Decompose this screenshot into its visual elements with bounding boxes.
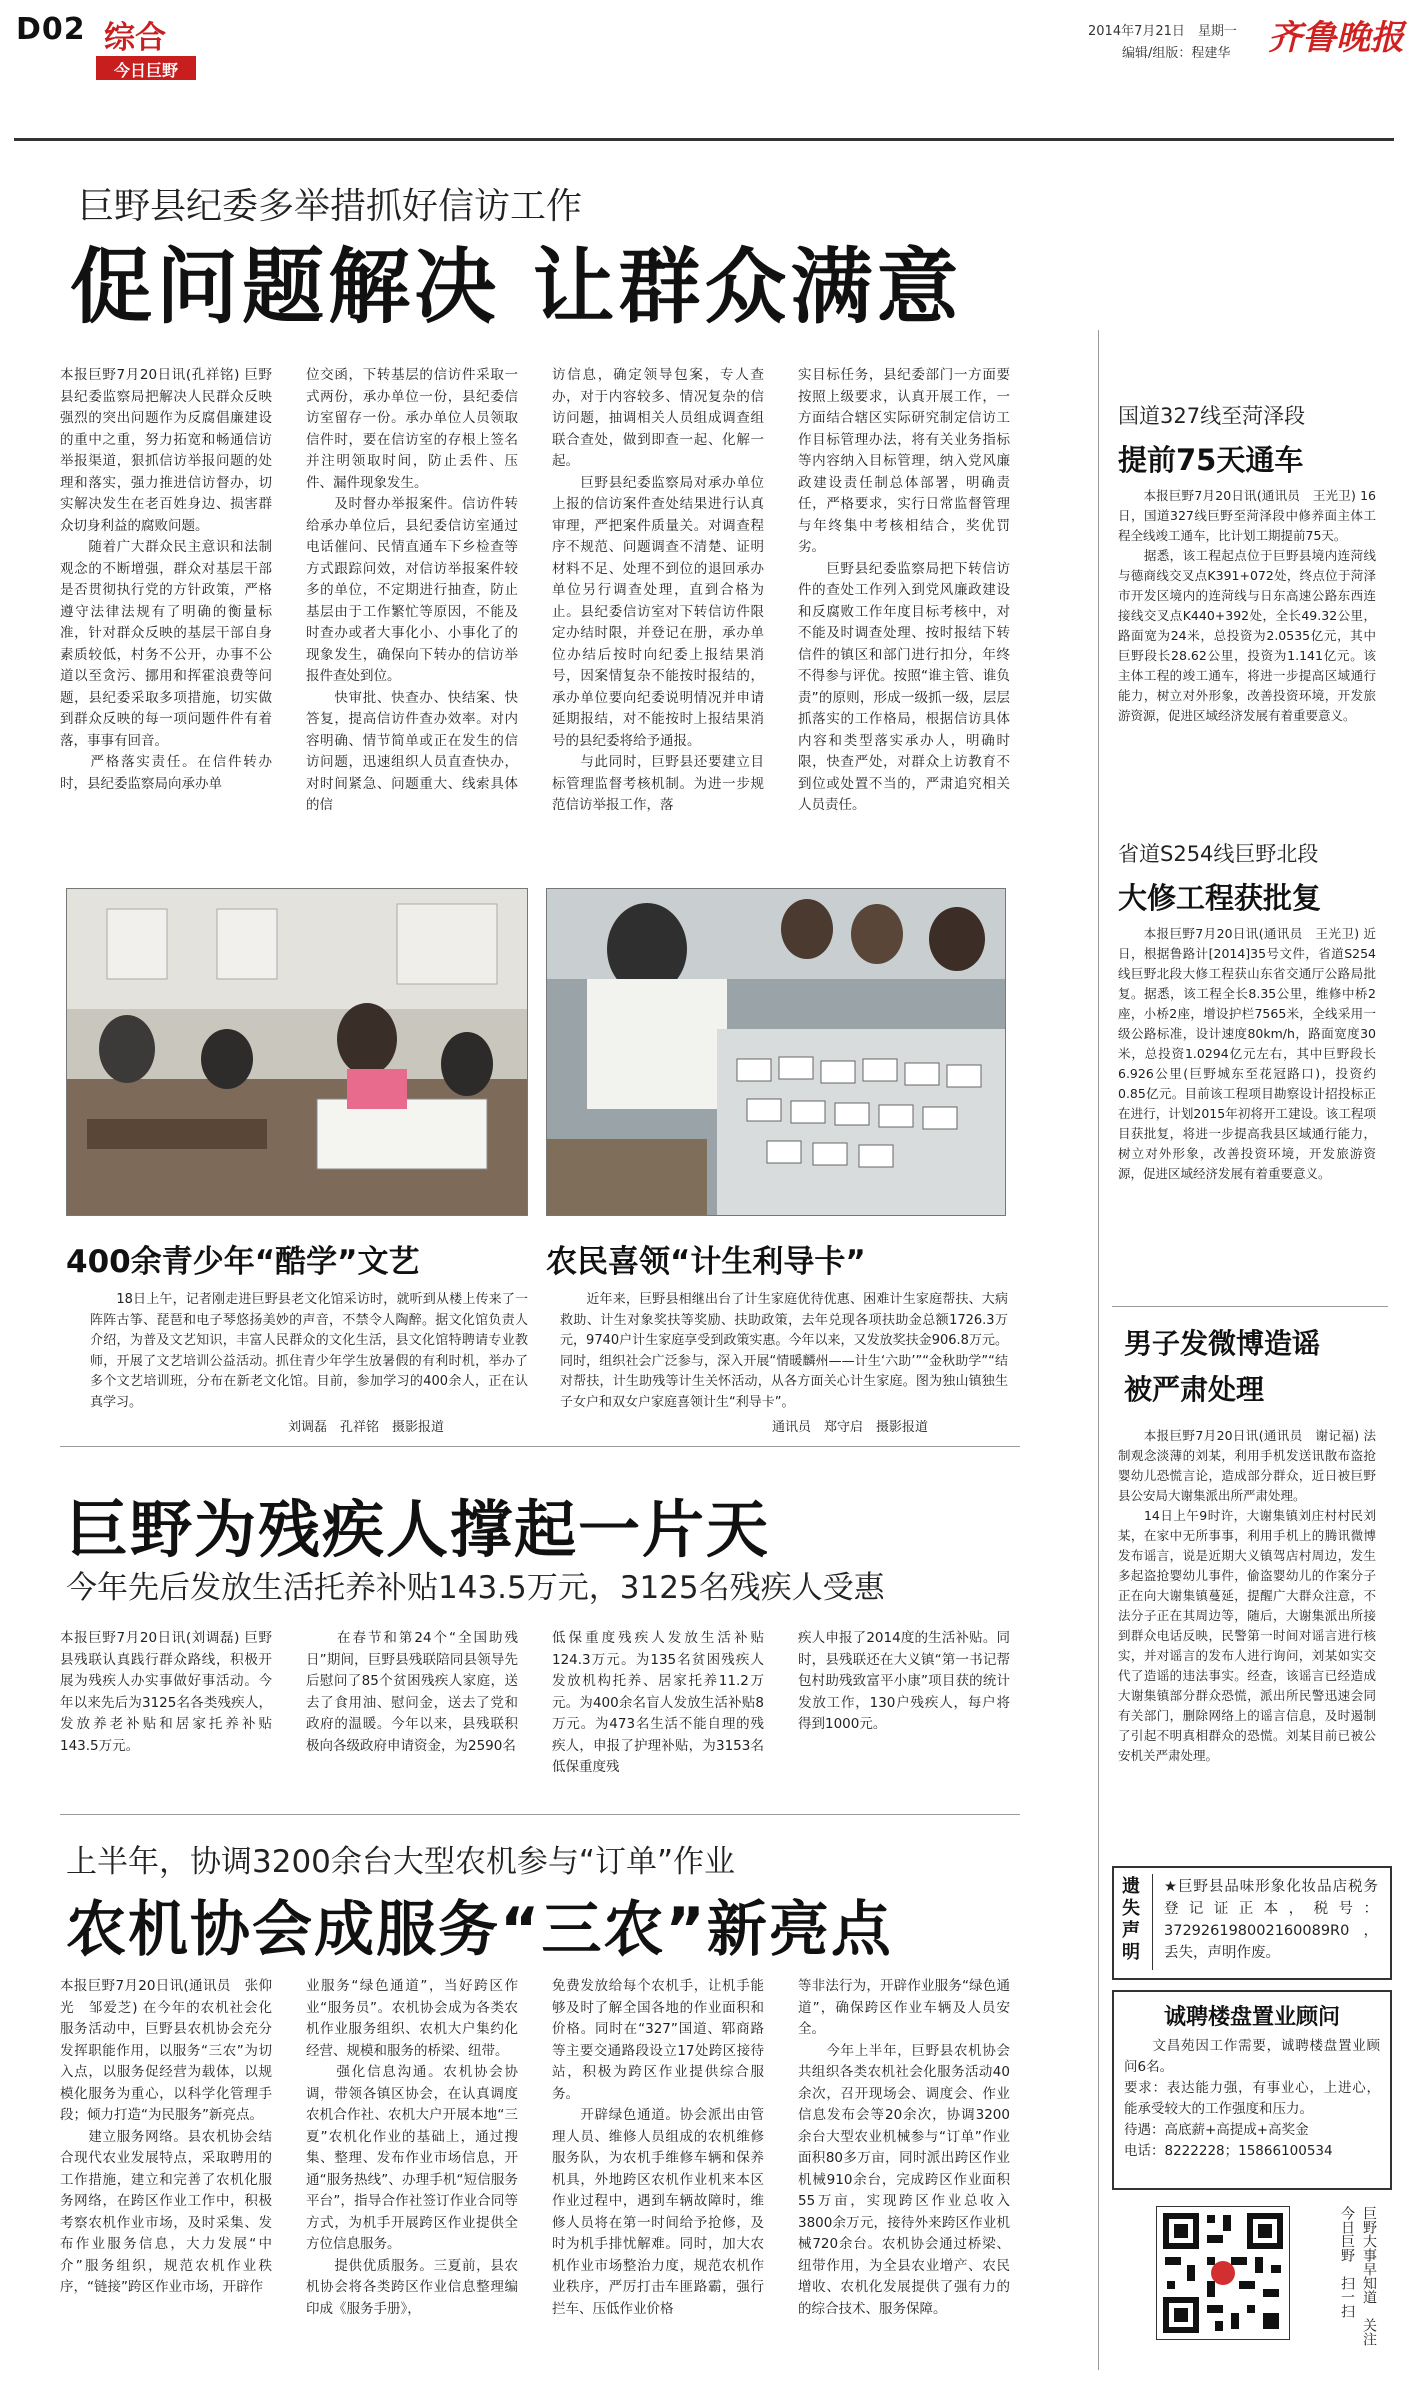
photo-card-distribution-image <box>547 889 1005 1215</box>
photo2-credit: 通讯员 郑守启 摄影报道 <box>772 1420 929 1435</box>
story1-kicker: 巨野县纪委多举措抓好信访工作 <box>78 186 583 227</box>
photo-music-class-image <box>67 889 527 1215</box>
story1-column-1: 本报巨野7月20日讯(孔祥铭) 巨野县纪委监察局把解决人民群众反映强烈的突出问题作为反腐倡廉建设的重中之重，努力拓宽和畅通信访举报渠道，狠抓信访举报问题的处理和落实，强力推进信访督办，切实解决发生在老百姓身边、损害群众切身利益的腐败问题。 随着广大群众民主意识和法制观念的不断增强，群众对基层干部是否贯彻执行党的方针政策，严格遵守法律法规有了明确的衡量标准，针对群众反映的基层干部自身素质较低，村务不公开，办事不公道以至贪污、挪用和挥霍浪费等问题，县纪委采取多项措施，切实做到群众反映的每一项问题件件有着落，事事有回音。 严格落实责任。在信件转办时，县纪委监察局向承办单 <box>60 367 272 792</box>
sidebar-brief2-headline: 大修工程获批复 <box>1118 881 1322 915</box>
masthead-logo: 齐鲁晚报 <box>1268 18 1404 58</box>
job-ad-body: 文昌苑因工作需要，诚聘楼盘置业顾问6名。 要求：表达能力强，有事业心，上进心，能承受较大的工作强度和压力。 待遇：高底薪+高提成+高奖金 电话：8222228；15866100534 <box>1124 2038 1380 2159</box>
sidebar-divider <box>1098 330 1099 2370</box>
photo2-caption-title: 农民喜领“计生利导卡” <box>546 1244 866 1280</box>
photo-card-distribution <box>546 888 1006 1216</box>
qr-code-pattern <box>1157 2207 1289 2339</box>
qr-caption: 巨野大事早知道 关注今日巨野 扫一扫 <box>1339 2206 1377 2346</box>
story3-kicker: 上半年，协调3200余台大型农机参与“订单”作业 <box>66 1844 736 1880</box>
story2-column-3: 低保重度残疾人发放生活补贴124.3万元。为135名贫困残疾人发放机构托养、居家托养11.2万元。为400余名盲人发放生活补贴8万元。为473名生活不能自理的残疾人，申报了护理补贴，为3153名低保重度残 <box>552 1630 764 1775</box>
story3-column-3: 免费发放给每个农机手，让机手能够及时了解全国各地的作业面积和价格。同时在“327”国道、郓商路等主要交通路段设立17处跨区接待站，积极为跨区作业提供综合服务。 开辟绿色通道。协会派出由管理人员、维修人员组成的农机维修服务队，为农机手维修车辆和保养机具，外地跨区农机作业机来本区作业过程中，遇到车辆故障时，维修人员将在第一时间给予抢修，及时为机手排忧解难。同时，加大农机作业市场整治力度，规范农机作业秩序，严厉打击车匪路霸，强行拦车、压低作业价格 <box>552 1978 764 2317</box>
section-name: 综合 <box>104 20 166 56</box>
story2-column-4: 疾人申报了2014度的生活补贴。同时，县残联还在大义镇“第一书记帮包村助残致富平小康”项目获的统计发放工作，130户残疾人，每户将得到1000元。 <box>798 1630 1010 1732</box>
lost-notice-separator <box>1152 1874 1153 1970</box>
photo-music-class <box>66 888 528 1216</box>
lost-notice-text: ★巨野县品味形象化妆品店税务登记证正本，税号：372926198002160089R0，丢失，声明作废。 <box>1164 1879 1378 1961</box>
divider-story3 <box>60 1814 1020 1815</box>
photo1-caption-body: 18日上午，记者刚走进巨野县老文化馆采访时，就听到从楼上传来了一阵阵古筝、琵琶和电子琴悠扬美妙的声音，不禁令人陶醉。据文化馆负责人介绍，为普及文艺知识，丰富人民群众的文化生活，县文化馆特聘请专业教师，开展了文艺培训公益活动。抓住青少年学生放暑假的有利时机，举办了多个文艺培训班，分布在新老文化馆。目前，参加学习的400余人，正在认真学习。 <box>90 1292 528 1410</box>
sidebar-brief1-kicker: 国道327线至菏泽段 <box>1118 404 1306 428</box>
story3-headline: 农机协会成服务“三农”新亮点 <box>66 1895 893 1965</box>
page-number: D02 <box>16 12 86 47</box>
story2-headline: 巨野为残疾人撑起一片天 <box>66 1493 771 1566</box>
page-header <box>0 0 1409 82</box>
story2-column-1: 本报巨野7月20日讯(刘调磊) 巨野县残联认真践行群众路线，积极开展为残疾人办实事做好事活动。今年以来先后为3125名各类残疾人，发放养老补贴和居家托养补贴143.5万元。 <box>60 1630 272 1754</box>
story1-column-2: 位交函，下转基层的信访件采取一式两份，承办单位一份，县纪委信访室留存一份。承办单位人员领取信件时，要在信访室的存根上签名并注明领取时间，防止丢件、压件、漏件现象发生。 及时督办举报案件。信访件转给承办单位后，县纪委信访室通过电话催问、民情直通车下乡检查等方式跟踪问效，对信访举报案件较多的单位，不定期进行抽查，防止基层由于工作繁忙等原因，不能及时查办或者大事化小、小事化了的现象发生，确保向下转办的信访举报件查处到位。 快审批、快查办、快结案、快答复，提高信访件查办效率。对内容明确、情节简单或正在发生的信访问题，迅速组织人员直查快办，对时间紧急、问题重大、线索具体的信 <box>306 367 518 813</box>
sidebar-brief3-body: 本报巨野7月20日讯(通讯员 谢记福) 法制观念淡薄的刘某，利用手机发送讯散布盗抢婴幼儿恐慌言论，造成部分群众，近日被巨野县公安局大谢集派出所严肃处理。 14日上午9时许，大谢集镇刘庄村村民刘某，在家中无所事事，利用手机上的腾讯微博发布谣言，说是近期大义镇驾店村周边，发生多起盗抢婴幼儿事件，偷盗婴幼儿的作案分子正在向大谢集镇蔓延，提醒广大群众注意，不法分子正在其周边等，随后，大谢集派出所接到群众电话反映，民警第一时间对谣言进行核实，并对谣言的发布人进行询问，刘某如实交代了造谣的违法事实。经查，该谣言已经造成大谢集镇部分群众恐慌，派出所民警迅速会同有关部门，删除网络上的谣言信息，及时遏制了引起不明真相群众的恐慌。刘某目前已被公安机关严肃处理。 <box>1118 1428 1376 1763</box>
photo2-caption-body: 近年来，巨野县相继出台了计生家庭优待优惠、困难计生家庭帮扶、大病救助、计生对象奖扶等奖励、扶助政策，去年兑现各项扶助金总额1726.3万元，9740户计生家庭享受到政策实惠。今年以来，又发放奖扶金906.8万元。同时，组织社会广泛参与，深入开展“情暖麟州——计生‘六助’”“金秋助学”“结对帮扶，计生助残等计生关怀活动，从各方面关心计生家庭。图为独山镇独生子女户和双女户家庭喜领计生“利导卡”。 <box>560 1292 1008 1410</box>
sidebar-brief3-headline-1: 男子发微博造谣 <box>1124 1327 1321 1360</box>
header-rule <box>14 138 1394 141</box>
story1-column-3: 访信息，确定领导包案，专人查办，对于内容较多、情况复杂的信访问题，抽调相关人员组成调查组联合查处，做到即查一起、化解一起。 巨野县纪委监察局对承办单位上报的信访案件查处结果进行认真审理，严把案件质量关。对调查程序不规范、问题调查不清楚、证明材料不足、处理不到位的退回承办单位另行调查处理，直到合格为止。县纪委信访室对下转信访件限定办结时限，并登记在册，承办单位办结后按时向纪委上报结果消号，因案情复杂不能按时报结的，承办单位要向纪委说明情况并申请延期报结，对不能按时上报结果消号的县纪委将给予通报。 与此同时，巨野县还要建立目标管理监督考核机制。为进一步规范信访举报工作，落 <box>552 367 764 813</box>
lost-notice-box <box>1112 1866 1392 1980</box>
story2-column-2: 在春节和第24个“全国助残日”期间，巨野县残联陪同县领导先后慰问了85个贫困残疾人家庭，送去了食用油、慰问金，送去了党和政府的温暖。今年以来，县残联积极向各级政府申请资金，为2590名 <box>306 1630 518 1754</box>
sidebar-brief2-kicker: 省道S254线巨野北段 <box>1118 842 1319 866</box>
story1-headline: 促问题解决 让群众满意 <box>70 240 963 335</box>
sidebar-brief1-headline: 提前75天通车 <box>1118 443 1304 477</box>
story3-column-4: 等非法行为，开辟作业服务“绿色通道”，确保跨区作业车辆及人员安全。 今年上半年，巨野县农机协会共组织各类农机社会化服务活动40余次，召开现场会、调度会、作业信息发布会等20余次，协调3200余台大型农业机械参与“订单”作业面积80多万亩，同时派出跨区作业机械910余台，完成跨区作业面积55万亩，实现跨区作业总收入3800余万元，接待外来跨区作业机械720余台。农机协会通过桥梁、纽带作用，为全县农业增产、农民增收、农机化发展提供了强有力的的综合技术、服务保障。 <box>798 1978 1010 2317</box>
subsection-name: 今日巨野 <box>113 61 178 80</box>
editor-credit: 编辑/组版：程建华 <box>1122 46 1231 61</box>
story1-column-4: 实目标任务，县纪委部门一方面要按照上级要求，认真开展工作，一方面结合辖区实际研究制定信访工作目标管理办法，将有关业务指标等内容纳入目标管理，纳入党风廉政建设责任制总体部署，明确责任，严格要求，实行日常监督管理与年终集中考核相结合，奖优罚劣。 巨野县纪委监察局把下转信访件的查处工作列入到党风廉政建设和反腐败工作年度目标考核中，对不能及时调查处理、按时报结下转信件的镇区和部门进行扣分，年终不得参与评优。按照“谁主管、谁负责”的原则，形成一级抓一级，层层抓落实的工作格局，根据信访具体内容和类型落实承办人，明确时限，快查严处，对群众上访教育不到位或处置不当的，严肃追究相关人员责任。 <box>798 367 1010 813</box>
divider-story2 <box>60 1446 1020 1447</box>
sidebar-brief2-body: 本报巨野7月20日讯(通讯员 王光卫) 近日，根据鲁路计[2014]35号文件，省道S254线巨野北段大修工程获山东省交通厅公路局批复。据悉，该工程全长8.35公里，维修中桥2座，小桥2座，增设护栏7565米，全线采用一级公路标准，设计速度80km/h，路面宽度30米，总投资1.0294亿元左右，其中巨野段长6.926公里(巨野城东至花冠路口)，投资约0.85亿元。目前该工程项目勘察设计招投标正在进行，计划2015年初将开工建设。该工程项目获批复，将进一步提高我县区域通行能力，树立对外形象，改善投资环境，开发旅游资源，促进区域经济发展有着重要意义。 <box>1118 926 1376 1181</box>
job-ad-box <box>1112 1990 1392 2190</box>
photo1-caption-title: 400余青少年“酷学”文艺 <box>66 1244 420 1280</box>
issue-date: 2014年7月21日 星期一 <box>1088 24 1237 39</box>
story2-subhead: 今年先后发放生活托养补贴143.5万元，3125名残疾人受惠 <box>66 1570 885 1606</box>
sidebar-brief3-headline-2: 被严肃处理 <box>1124 1373 1265 1406</box>
job-ad-headline: 诚聘楼盘置业顾问 <box>1163 2005 1340 2030</box>
sidebar-brief1-body: 本报巨野7月20日讯(通讯员 王光卫) 16日，国道327线巨野至菏泽段中修养面主体工程全线竣工通车，比计划工期提前75天。 据悉，该工程起点位于巨野县境内连菏线与德商线交叉点K391+072处，终点位于菏泽市开发区境内的连菏线与日东高速公路东西连接线交叉点K440+392处，全长49.32公里，路面宽为24米，总投资为2.0535亿元，其中巨野段长28.62公里，投资为1.141亿元。该主体工程的竣工通车，将进一步提高区域通行能力，树立对外形象，改善投资环境，开发旅游资源，促进区域经济发展有着重要意义。 <box>1118 488 1376 723</box>
photo1-credit: 刘调磊 孔祥铭 摄影报道 <box>288 1420 445 1435</box>
lost-notice-label: 遗失声明 <box>1122 1876 1140 1963</box>
story3-column-2: 业服务“绿色通道”，当好跨区作业“服务员”。农机协会成为各类农机作业服务组织、农机大户集约化经营、规模和服务的桥梁、纽带。 强化信息沟通。农机协会协调，带领各镇区协会，在认真调度农机合作社、农机大户开展本地“三夏”农机化作业的基础上，通过搜集、整理、发布作业市场信息，开通“服务热线”、办理手机“短信服务平台”，指导合作社签订作业合同等方式，为机手开展跨区作业提供全方位信息服务。 提供优质服务。三夏前，县农机协会将各类跨区作业信息整理编印成《服务手册》， <box>306 1978 518 2317</box>
qr-code[interactable] <box>1156 2206 1290 2340</box>
story3-column-1: 本报巨野7月20日讯(通讯员 张仰光 邹爱芝) 在今年的农机社会化服务活动中，巨野县农机协会充分发挥职能作用，以服务“三农”为切入点，以服务促经营为载体，以规模化服务为重心，以科学化管理手段；倾力打造“为民服务”新亮点。 建立服务网络。县农机协会结合现代农业发展特点，采取聘用的工作措施，建立和完善了农机化服务网络，在跨区作业工作中，积极考察农机作业市场，及时采集、发布作业服务信息，大力发展“中介”服务组织，规范农机作业秩序，“链接”跨区作业市场，开辟作 <box>60 1978 272 2295</box>
sidebar-rule-1 <box>1112 1306 1388 1307</box>
